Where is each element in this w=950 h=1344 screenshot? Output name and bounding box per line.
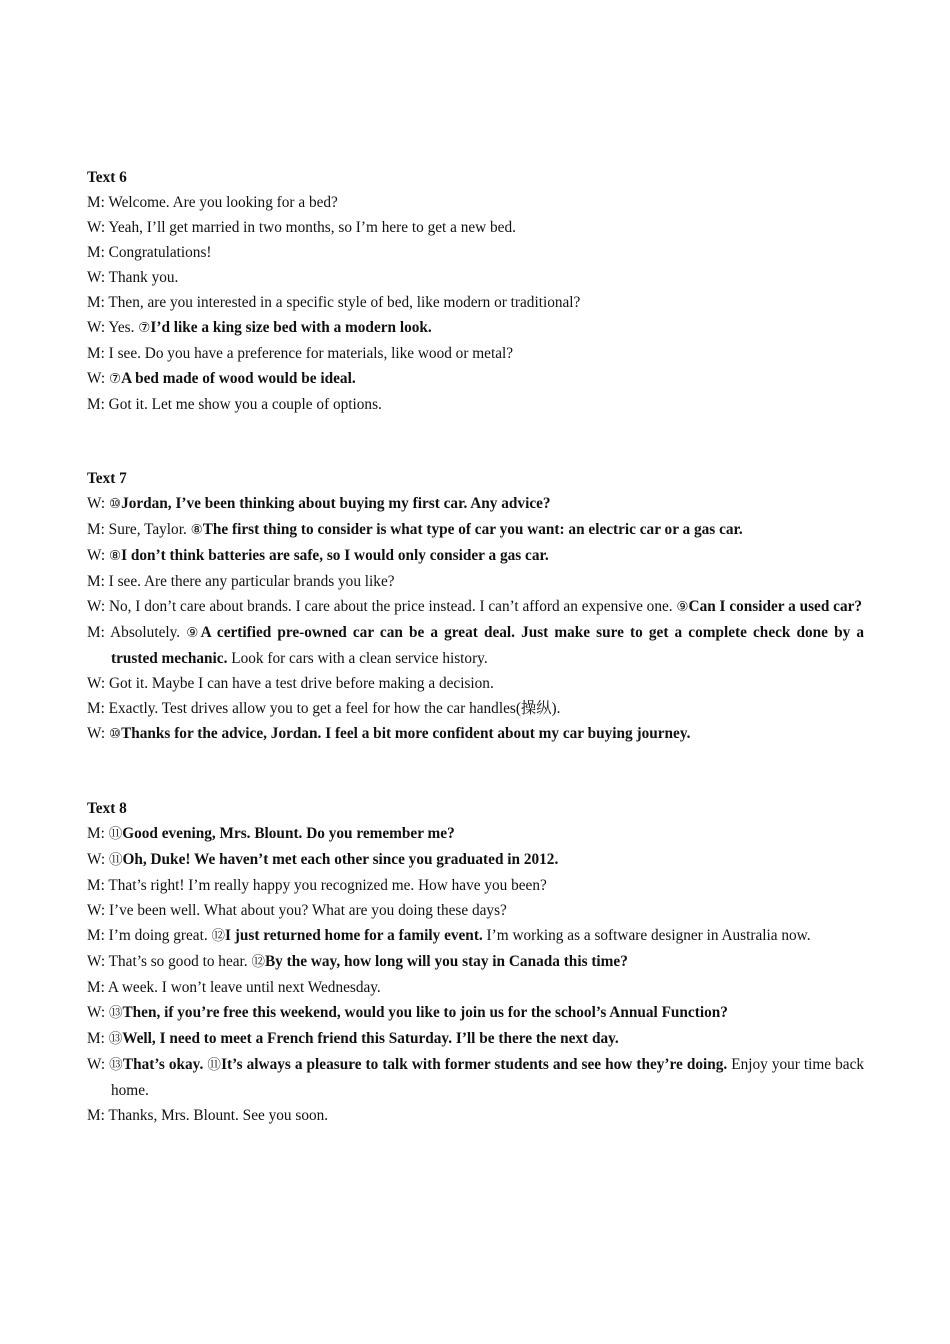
answer-key-text: Oh, Duke! We haven’t met each other since you graduated in 2012. — [122, 851, 559, 868]
dialogue-text: Absolutely. — [104, 624, 187, 641]
dialogue-text: A week. I won’t leave until next Wednesday. — [104, 979, 381, 996]
dialogue-line — [87, 721, 864, 747]
transcript-section — [87, 466, 864, 747]
dialogue-text: No, I don’t care about brands. I care about the price instead. I can’t afford an expensive one. — [105, 598, 677, 615]
speaker-label: M: — [87, 294, 105, 311]
dialogue-text: Thanks, Mrs. Blount. See you soon. — [104, 1107, 329, 1124]
section-heading: Text 6 — [87, 169, 127, 186]
speaker-label: M: — [87, 1030, 105, 1047]
dialogue-line — [87, 315, 864, 341]
dialogue-text: Thank you. — [105, 269, 179, 286]
answer-key-text: Well, I need to meet a French friend this Saturday. I’ll be there the next day. — [122, 1030, 619, 1047]
answer-key-text: Can I consider a used car? — [688, 598, 863, 615]
speaker-label: W: — [87, 598, 106, 615]
dialogue-text: I see. Are there any particular brands you like? — [104, 573, 395, 590]
speaker-label: M: — [87, 194, 105, 211]
dialogue-line — [87, 215, 864, 240]
dialogue-text: That’s so good to hear. — [105, 953, 252, 970]
speaker-label: M: — [87, 1107, 105, 1124]
dialogue-line — [87, 240, 864, 265]
question-number-marker: ⑦ — [138, 320, 151, 336]
dialogue-line — [87, 543, 864, 569]
speaker-label: W: — [87, 725, 106, 742]
answer-key-text: A bed made of wood would be ideal. — [121, 370, 356, 387]
answer-key-text: I just returned home for a family event. — [224, 927, 483, 944]
dialogue-text: Exactly. Test drives allow you to get a feel for how the car handles(操纵). — [104, 700, 561, 717]
dialogue-line — [87, 190, 864, 215]
dialogue-line — [87, 1103, 864, 1128]
dialogue-line — [87, 847, 864, 873]
dialogue-text: Then, are you interested in a specific style of bed, like modern or traditional? — [104, 294, 581, 311]
speaker-label: W: — [87, 269, 106, 286]
speaker-label: W: — [87, 370, 106, 387]
dialogue-line — [87, 569, 864, 594]
speaker-label: M: — [87, 244, 105, 261]
dialogue-line — [87, 1026, 864, 1052]
speaker-label: M: — [87, 624, 105, 641]
dialogue-text: Got it. Let me show you a couple of options. — [104, 396, 382, 413]
dialogue-line — [87, 392, 864, 417]
answer-key-text: Then, if you’re free this weekend, would you like to join us for the school’s Annual Function? — [122, 1004, 728, 1021]
answer-key-text: That’s okay. — [122, 1056, 208, 1073]
speaker-label: W: — [87, 675, 106, 692]
speaker-label: W: — [87, 547, 106, 564]
dialogue-line — [87, 517, 864, 543]
question-number-marker: ⑪ — [108, 826, 123, 842]
answer-key-text: Thanks for the advice, Jordan. I feel a bit more confident about my car buying journey. — [121, 725, 691, 742]
dialogue-line — [87, 290, 864, 315]
dialogue-text: Got it. Maybe I can have a test drive before making a decision. — [105, 675, 494, 692]
dialogue-line — [87, 594, 864, 620]
dialogue-text: Congratulations! — [104, 244, 212, 261]
dialogue-text: I’m working as a software designer in Australia now. — [482, 927, 811, 944]
dialogue-line — [87, 821, 864, 847]
dialogue-text: Enjoy your time back home. — [111, 1056, 865, 1099]
speaker-label: M: — [87, 877, 105, 894]
answer-key-text: I’d like a king size bed with a modern look. — [150, 319, 432, 336]
dialogue-text: Sure, Taylor. — [104, 521, 191, 538]
dialogue-line — [87, 975, 864, 1000]
answer-key-text: Jordan, I’ve been thinking about buying my first car. Any advice? — [121, 495, 551, 512]
transcript-section — [87, 165, 864, 417]
question-number-marker: ⑦ — [108, 371, 122, 387]
dialogue-line — [87, 923, 864, 949]
speaker-label: M: — [87, 825, 105, 842]
dialogue-line — [87, 491, 864, 517]
question-number-marker: ⑩ — [108, 726, 122, 742]
answer-key-text: A certified pre-owned car can be a great deal. Just make sure to get a complete check done by a trusted mechanic. — [111, 624, 864, 667]
speaker-label: M: — [87, 521, 105, 538]
speaker-label: W: — [87, 319, 106, 336]
question-number-marker: ⑧ — [190, 522, 203, 538]
question-number-marker: ⑪ — [207, 1057, 222, 1073]
speaker-label: M: — [87, 573, 105, 590]
dialogue-text: I’ve been well. What about you? What are you doing these days? — [105, 902, 507, 919]
dialogue-text: That’s right! I’m really happy you recognized me. How have you been? — [104, 877, 547, 894]
question-number-marker: ⑬ — [109, 1057, 123, 1073]
answer-key-text: Good evening, Mrs. Blount. Do you remember me? — [122, 825, 455, 842]
dialogue-text: I see. Do you have a preference for materials, like wood or metal? — [104, 345, 514, 362]
transcript-section — [87, 796, 864, 1128]
dialogue-text: Look for cars with a clean service history. — [227, 650, 488, 667]
dialogue-line — [87, 696, 864, 721]
speaker-label: W: — [87, 902, 106, 919]
dialogue-line — [87, 1000, 864, 1026]
question-number-marker: ⑫ — [211, 928, 225, 944]
dialogue-text: Yeah, I’ll get married in two months, so I’m here to get a new bed. — [105, 219, 516, 236]
answer-key-text: It’s always a pleasure to talk with former students and see how they’re doing. — [221, 1056, 728, 1073]
speaker-label: W: — [87, 219, 106, 236]
question-number-marker: ⑨ — [676, 599, 689, 615]
dialogue-line — [87, 620, 864, 671]
question-number-marker: ⑬ — [108, 1031, 123, 1047]
answer-key-text: I don’t think batteries are safe, so I would only consider a gas car. — [121, 547, 549, 564]
dialogue-line — [87, 366, 864, 392]
speaker-label: W: — [87, 1056, 106, 1073]
dialogue-line — [87, 671, 864, 696]
dialogue-text: I’m doing great. — [104, 927, 212, 944]
question-number-marker: ⑩ — [108, 496, 122, 512]
question-number-marker: ⑫ — [251, 954, 265, 970]
transcript-page — [87, 165, 864, 1128]
dialogue-line — [87, 949, 864, 975]
dialogue-line — [87, 341, 864, 366]
speaker-label: W: — [87, 495, 106, 512]
question-number-marker: ⑧ — [108, 548, 122, 564]
question-number-marker: ⑪ — [108, 852, 123, 868]
question-number-marker: ⑨ — [186, 625, 201, 641]
speaker-label: M: — [87, 979, 105, 996]
section-heading: Text 7 — [87, 470, 127, 487]
section-heading: Text 8 — [87, 800, 127, 817]
dialogue-text: Welcome. Are you looking for a bed? — [104, 194, 338, 211]
answer-key-text: By the way, how long will you stay in Canada this time? — [264, 953, 628, 970]
answer-key-text: The first thing to consider is what type of car you want: an electric car or a gas car. — [202, 521, 743, 538]
speaker-label: W: — [87, 851, 106, 868]
speaker-label: M: — [87, 345, 105, 362]
speaker-label: W: — [87, 1004, 106, 1021]
speaker-label: M: — [87, 927, 105, 944]
dialogue-line — [87, 265, 864, 290]
dialogue-line — [87, 898, 864, 923]
dialogue-line — [87, 1052, 864, 1103]
dialogue-text: Yes. — [105, 319, 139, 336]
question-number-marker: ⑬ — [108, 1005, 123, 1021]
speaker-label: W: — [87, 953, 106, 970]
speaker-label: M: — [87, 396, 105, 413]
speaker-label: M: — [87, 700, 105, 717]
dialogue-line — [87, 873, 864, 898]
